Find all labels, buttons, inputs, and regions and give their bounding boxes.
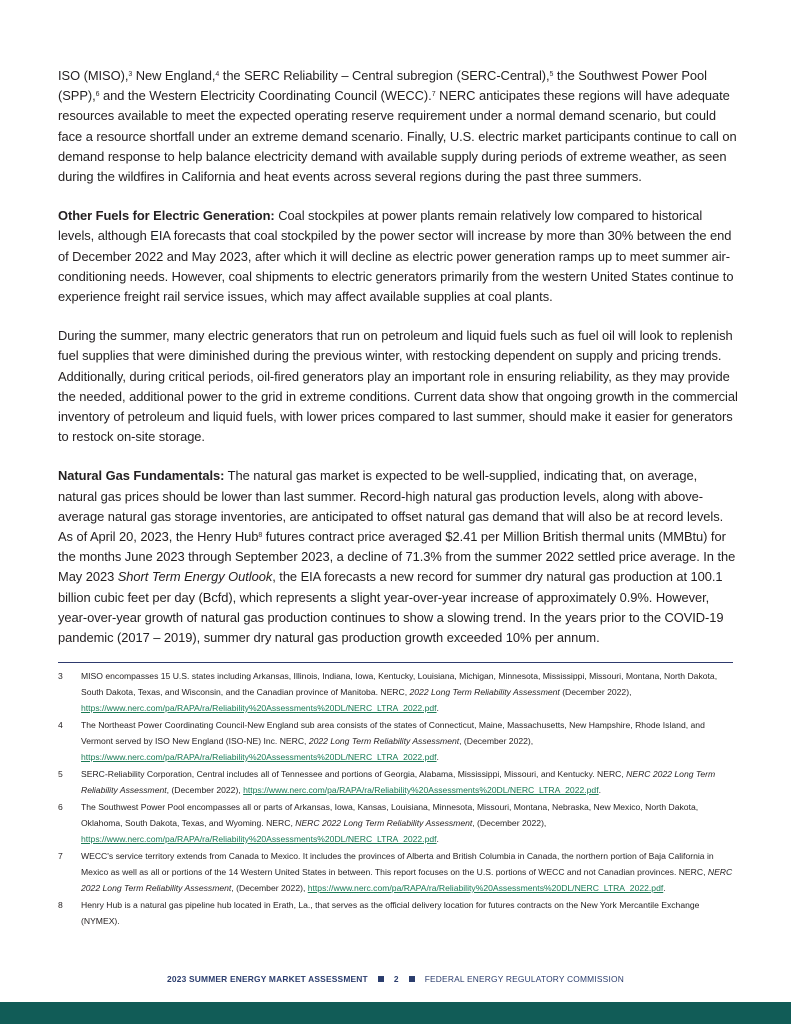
section-heading-other-fuels: Other Fuels for Electric Generation: [58,208,275,224]
footnote-number: 3 [58,671,63,681]
footnote-body: . [436,703,439,713]
footnote-text [81,668,738,716]
footnote-link[interactable]: https://www.nerc.com/pa/RAPA/ra/Reliability%20Assessments%20DL/NERC_LTRA_2022.pdf [81,834,437,844]
footnote-link[interactable]: https://www.nerc.com/pa/RAPA/ra/Reliability%20Assessments%20DL/NERC_LTRA_2022.pdf [81,752,437,762]
footnote-text [81,717,738,765]
text: the Southwest Power Pool (SPP), [58,68,707,104]
square-separator-icon [409,976,415,982]
text: the SERC Reliability – Central subregion (SERC-Central), [219,68,550,83]
footnote-item [58,848,738,896]
footnote-divider [58,662,733,663]
footnote-number: 6 [58,802,63,812]
footnote-text [81,897,738,929]
text: futures contract price averaged $2.41 per Million British thermal units (MMBtu) for the months June 2023 through September 2023, a decline of 71.3% from the summer 2022 settled price average. In the May 2023 [58,529,736,585]
footnote-number: 8 [58,900,63,910]
footnote-body: . [436,752,439,762]
footnote-ref-5[interactable]: 5 [549,71,554,78]
footnote-cited-title: 2022 Long Term Reliability Assessment [308,736,460,746]
paragraph-other-fuels [58,206,738,307]
footnote-cited-title: NERC 2022 Long Term Reliability Assessment [81,867,733,893]
footnote-ref-8[interactable]: 8 [258,532,263,540]
footnote-body: , (December 2022), [231,883,308,893]
footnote-text [81,848,738,896]
page-footer [0,974,791,984]
footnote-body: (December 2022), [559,687,632,697]
text: and the Western Electricity Coordinating Council (WECC). [99,88,432,104]
footnote-number: 4 [58,720,63,730]
paragraph-reserve-requirements [58,66,738,187]
footnote-item [58,897,738,929]
footnote-item [58,668,738,716]
section-heading-natural-gas: Natural Gas Fundamentals: [58,468,225,484]
footnote-link[interactable]: https://www.nerc.com/pa/RAPA/ra/Reliability%20Assessments%20DL/NERC_LTRA_2022.pdf [243,785,599,795]
footer-report-title: 2023 SUMMER ENERGY MARKET ASSESSMENT [167,974,368,984]
footnote-item [58,766,738,798]
footnote-body: , (December 2022), [472,818,547,828]
footnote-link[interactable]: https://www.nerc.com/pa/RAPA/ra/Reliability%20Assessments%20DL/NERC_LTRA_2022.pdf [307,883,664,893]
square-separator-icon [378,976,384,982]
report-title: Short Term Energy Outlook [117,569,273,585]
text: NERC anticipates these regions will have adequate resources available to meet the expected operating reserve requirement under a normal demand scenario, but could face a resource shortfall under an extreme demand scenario. Finally, U.S. electric market participants continue to call on demand response to help balance electricity demand with available supply during periods of extreme weather, as seen during the wildfires in California and heat events across several regions during the past three summers. [58,88,737,185]
footnote-ref-7[interactable]: 7 [431,91,436,99]
footnote-ref-4[interactable]: 4 [215,71,220,78]
footnotes [58,668,738,930]
footnote-body: . [436,834,439,844]
footnote-link[interactable]: https://www.nerc.com/pa/RAPA/ra/Reliability%20Assessments%20DL/NERC_LTRA_2022.pdf [81,703,437,713]
footnote-body: SERC-Reliability Corporation, Central includes all of Tennessee and portions of Georgia, Alabama, Mississippi, Missouri, and Kentucky. NERC, [81,769,627,779]
footnote-body: , (December 2022), [166,785,244,795]
footnote-number: 7 [58,851,63,861]
text: ISO (MISO), [58,68,129,83]
footnote-cited-title: NERC 2022 Long Term Reliability Assessment [81,769,716,795]
footnote-text [81,766,738,798]
footer-color-band [0,1002,791,1024]
text: New England, [132,68,216,83]
footnote-cited-title: NERC 2022 Long Term Reliability Assessment [295,818,473,828]
footnote-body: , (December 2022), [459,736,534,746]
footnote-body: . [598,785,601,795]
footnote-number: 5 [58,769,63,779]
paragraph-petroleum [58,326,738,447]
footnote-body: Henry Hub is a natural gas pipeline hub located in Erath, La., that serves as the official delivery location for futures contracts on the New York Mercantile Exchange (NYMEX). [81,900,700,926]
text: , the EIA forecasts a new record for summer dry natural gas production at 100.1 billion cubic feet per day (Bcfd), which represents a slight year-over-year increase of approximately 0.9%. However, year-over-year growth of natural gas production continues to show a slowing trend. In the years prior to the COVID-19 pandemic (2017 – 2019), summer dry natural gas production growth exceeded 10% per annum. [58,569,724,646]
footnote-text [81,799,738,847]
footnote-item [58,799,738,847]
main-body [58,66,738,648]
text: During the summer, many electric generators that run on petroleum and liquid fuels such as fuel oil will look to replenish fuel supplies that were diminished during the previous winter, with restocking dependent on supply and pricing trends. Additionally, during critical periods, oil-fired generators play an important role in ensuring reliability, as they may provide the needed, additional power to the grid in extreme conditions. Current data show that ongoing growth in the commercial inventory of petroleum and liquid fuels, with lower prices compared to last summer, should make it easier for generators to restock on-site storage. [58,328,738,445]
text: The natural gas market is expected to be well-supplied, indicating that, on average, natural gas prices should be lower than last summer. Record-high natural gas production levels, along with above-average natural gas storage inventories, are anticipated to offset natural gas demand that will also be at record levels. As of April 20, 2023, the Henry Hub [58,468,724,545]
page-number: 2 [393,974,399,984]
footnote-body: MISO encompasses 15 U.S. states including Arkansas, Illinois, Indiana, Iowa, Kentucky, Louisiana, Michigan, Minnesota, Mississippi, Missouri, Montana, North Dakota, South Dakota, Texas, and Wisconsin, and the Canadian province of Manitoba. NERC, [81,671,718,697]
footnote-item [58,717,738,765]
footnote-ref-3[interactable]: 3 [128,71,133,78]
text: Coal stockpiles at power plants remain relatively low compared to historical levels, although EIA forecasts that coal stockpiled by the power sector will increase by more than 30% between the end of December 2022 and May 2023, after which it will decline as electric power generation ramps up to meet summer air-conditioning needs. However, coal shipments to electric generators primarily from the western United States continue to experience freight rail service issues, which may affect available supplies at coal plants. [58,208,734,305]
footnote-body: The Northeast Power Coordinating Council-New England sub area consists of the states of Connecticut, Maine, Massachusetts, New Hampshire, Rhode Island, and Vermont served by ISO New England (ISO-NE) Inc. NERC, [81,720,705,746]
footnote-cited-title: 2022 Long Term Reliability Assessment [409,687,560,697]
footnote-body: . [663,883,666,893]
footnote-body: WECC's service territory extends from Canada to Mexico. It includes the provinces of Alberta and British Columbia in Canada, the northern portion of Baja California in Mexico as well as all or portions of the 14 Western United States in between. This report focuses on the U.S. portions of WECC and not Canadian provinces. NERC, [81,851,714,877]
footnote-body: The Southwest Power Pool encompasses all or parts of Arkansas, Iowa, Kansas, Louisiana, Minnesota, Missouri, Montana, Nebraska, New Mexico, North Dakota, Oklahoma, South Dakota, Texas, and Wyoming. NERC, [81,802,699,828]
footer-organization: FEDERAL ENERGY REGULATORY COMMISSION [424,974,624,984]
paragraph-natural-gas [58,466,738,648]
footnote-ref-6[interactable]: 6 [95,91,100,99]
